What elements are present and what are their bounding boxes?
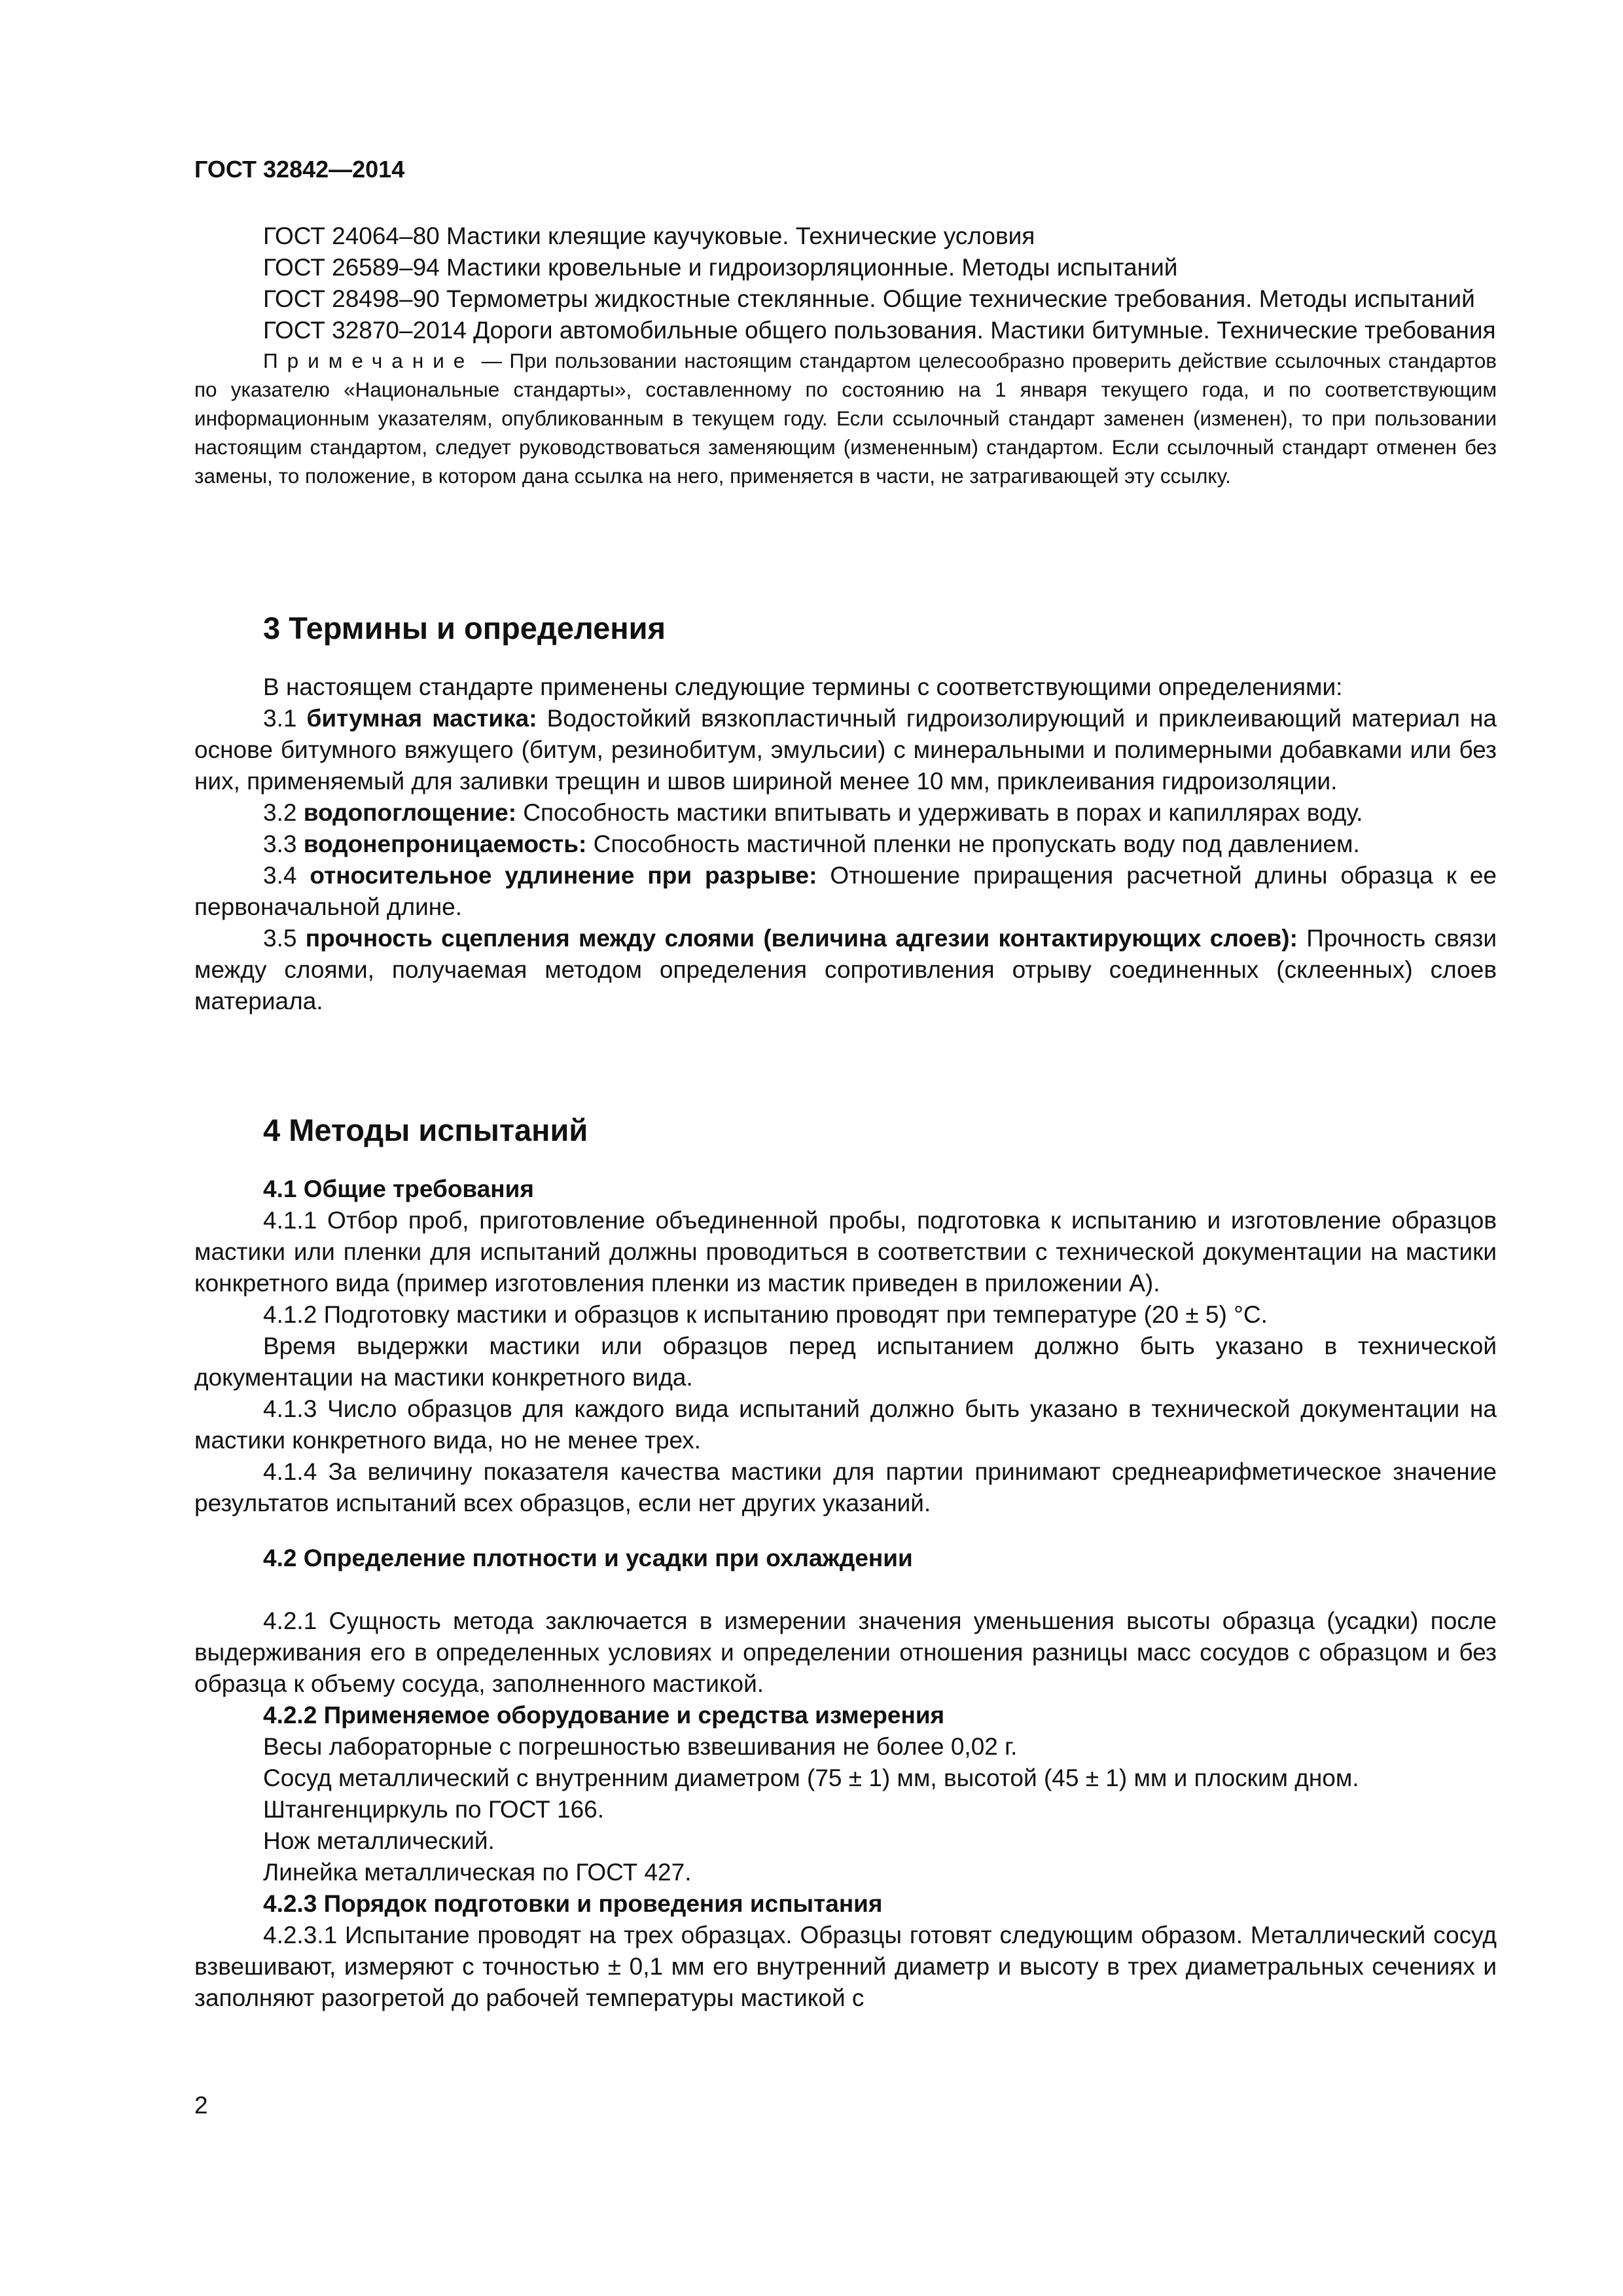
- paragraph: 4.1.4 За величину показателя качества мастики для партии принимают среднеарифметическое значение результатов испытаний всех образцов, если нет других указаний.: [194, 1458, 1497, 1516]
- paragraph: 4.2.3.1 Испытание проводят на трех образцах. Образцы готовят следующим образом. Металлический сосуд взвешивают, измеряют с точностью ± 0,1 мм его внутренний диаметр и высоту в трех диаметральных сечениях и заполняют разогретой до рабочей температуры мастикой с: [194, 1922, 1497, 2011]
- section-4: [194, 1111, 1497, 2014]
- term: битумная мастика:: [306, 705, 537, 732]
- paragraph: Время выдержки мастики или образцов перед испытанием должно быть указано в технической документации на мастики конкретного вида.: [194, 1333, 1497, 1391]
- note-paragraph: [194, 346, 1497, 490]
- page-number: 2: [194, 2092, 208, 2119]
- equipment-item: Сосуд металлический с внутренним диаметром (75 ± 1) мм, высотой (45 ± 1) мм и плоским дном.: [263, 1765, 1359, 1791]
- term-definition: 3.4 относительное удлинение при разрыве: Отношение приращения расчетной длины образца к ее первоначальной длине.: [194, 862, 1497, 920]
- equipment-item: Весы лабораторные с погрешностью взвешивания не более 0,02 г.: [263, 1733, 1018, 1760]
- reference-item: ГОСТ 26589–94 Мастики кровельные и гидроизорляционные. Методы испытаний: [263, 254, 1178, 281]
- term: водопоглощение:: [303, 799, 517, 826]
- paragraph: 4.1.1 Отбор проб, приготовление объединенной пробы, подготовка к испытанию и изготовление образцов мастики или пленки для испытаний должны проводиться в соответствии с технической документации на мастики конкретного вида (пример изготовления пленки из мастик приведен в приложении А).: [194, 1207, 1497, 1297]
- subsection-4-2-2-title: 4.2.2 Применяемое оборудование и средства измерения: [263, 1702, 945, 1729]
- equipment-item: Штангенциркуль по ГОСТ 166.: [263, 1796, 605, 1823]
- paragraph: 4.2.1 Сущность метода заключается в измерении значения уменьшения высоты образца (усадки) после выдерживания его в определенных условиях и определении отношения разницы масс сосудов с образцом и без образца к объему сосуда, заполненного мастикой.: [194, 1607, 1497, 1697]
- subsection-4-2-3-title: 4.2.3 Порядок подготовки и проведения испытания: [263, 1890, 883, 1917]
- term: относительное удлинение при разрыве:: [310, 862, 817, 889]
- reference-item: ГОСТ 32870–2014 Дороги автомобильные общего пользования. Мастики битумные. Технические требования: [263, 317, 1496, 344]
- section-3: [194, 609, 1497, 1017]
- section-3-intro: В настоящем стандарте применены следующие термины с соответствующими определениями:: [263, 673, 1343, 700]
- equipment-item: Нож металлический.: [263, 1827, 495, 1854]
- term: водонепроницаемость:: [303, 831, 587, 857]
- subsection-4-1-title: 4.1 Общие требования: [263, 1175, 534, 1202]
- term: прочность сцепления между слоями (величина адгезии контактирующих слоев):: [305, 925, 1298, 952]
- term-definition: 3.5 прочность сцепления между слоями (величина адгезии контактирующих слоев): Прочность связи между слоями, получаемая методом определения сопротивления отрыву соединенных (склеенных) слоев материала.: [194, 925, 1497, 1014]
- section-3-title: 3 Термины и определения: [263, 611, 666, 645]
- term-definition: 3.2 водопоглощение: Способность мастики впитывать и удерживать в порах и капиллярах воду.: [263, 799, 1363, 826]
- term-definition: 3.1 битумная мастика: Водостойкий вязкопластичный гидроизолирующий и приклеивающий материал на основе битумного вяжущего (битум, резинобитум, эмульсии) с минеральными и полимерными добавками или без них, применяемый для заливки трещин и швов шириной менее 10 мм, приклеивания гидроизоляции.: [194, 705, 1497, 795]
- paragraph: 4.1.3 Число образцов для каждого вида испытаний должно быть указано в технической документации на мастики конкретного вида, но не менее трех.: [194, 1395, 1497, 1454]
- references-block: [194, 221, 1497, 490]
- reference-item: ГОСТ 24064–80 Мастики клеящие каучуковые. Технические условия: [263, 223, 1035, 249]
- reference-item: ГОСТ 28498–90 Термометры жидкостные стеклянные. Общие технические требования. Методы испытаний: [263, 285, 1475, 312]
- term-definition: 3.3 водонепроницаемость: Способность мастичной пленки не пропускать воду под давлением.: [263, 831, 1360, 857]
- running-header: ГОСТ 32842—2014: [194, 156, 405, 183]
- section-4-title: 4 Методы испытаний: [263, 1113, 588, 1147]
- note-text: — При пользовании настоящим стандартом целесообразно проверить действие ссылочных стандартов по указателю «Национальные стандарты», составленному по состоянию на 1 января текущего года, и по соответствующим информационным указателям, опубликованным в текущем году. Если ссылочный стандарт заменен (изменен), то при пользовании настоящим стандартом, следует руководствоваться заменяющим (измененным) стандартом. Если ссылочный стандарт отменен без замены, то положение, в котором дана ссылка на него, применяется в части, не затрагивающей эту ссылку.: [194, 349, 1497, 488]
- subsection-4-2-title: 4.2 Определение плотности и усадки при охлаждении: [263, 1545, 913, 1571]
- paragraph: 4.1.2 Подготовку мастики и образцов к испытанию проводят при температуре (20 ± 5) °С.: [263, 1301, 1268, 1328]
- note-label: Примечание: [263, 349, 474, 372]
- equipment-item: Линейка металлическая по ГОСТ 427.: [263, 1859, 692, 1886]
